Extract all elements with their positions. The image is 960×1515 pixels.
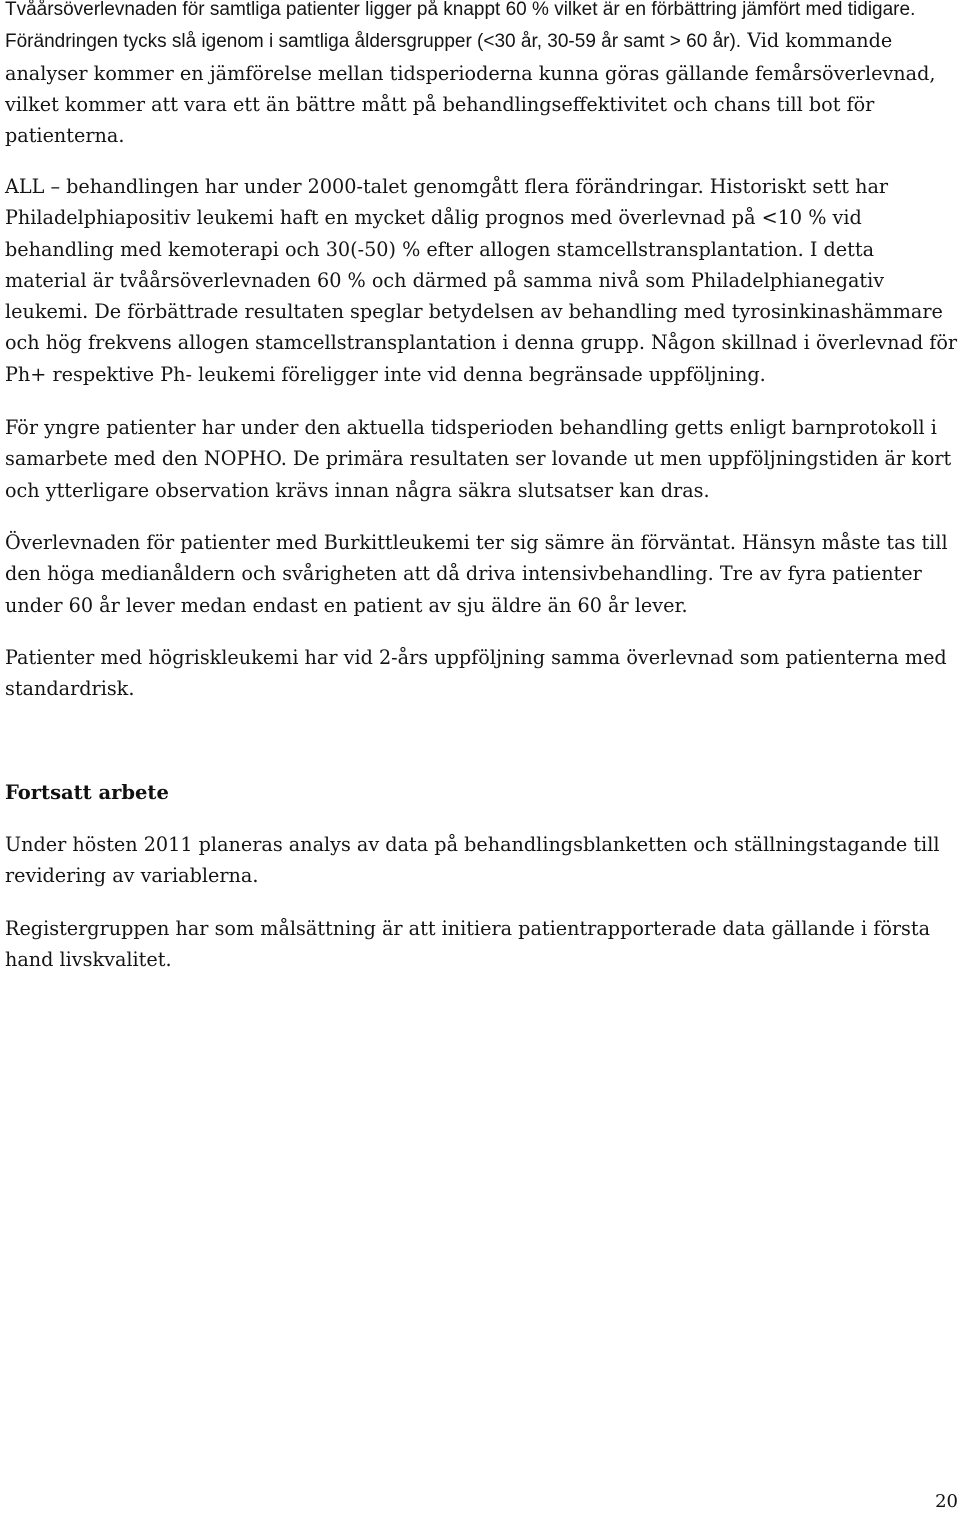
paragraph-survival-summary-serif-text: Vid kommande analyser kommer en jämförelse mellan tidsperioderna kunna göras gällande femårsöverlevnad, vilket kommer att vara ett än bättre mått på behandlingseffektivitet och chans till bot för patienterna. <box>5 29 936 148</box>
page-number: 20 <box>935 1491 958 1512</box>
paragraph-survival-summary <box>5 0 960 151</box>
paragraph-all-treatment: ALL – behandlingen har under 2000-talet genomgått flera förändringar. Historiskt sett har Philadelphiapositiv leukemi haft en mycket dålig prognos med överlevnad på <10 % vid behandling med kemoterapi och 30(-50) % efter allogen stamcellstransplantation. I detta material är tvåårsöverlevnaden 60 % och därmed på samma nivå som Philadelphianegativ leukemi. De förbättrade resultaten speglar betydelsen av behandling med tyrosinkinashämmare och hög frekvens allogen stamcellstransplantation i denna grupp. Någon skillnad i överlevnad för Ph+ respektive Ph- leukemi föreligger inte vid denna begränsade uppföljning. <box>5 175 958 386</box>
section-heading-fortsatt-arbete: Fortsatt arbete <box>5 781 169 804</box>
paragraph-autumn-2011: Under hösten 2011 planeras analys av data på behandlingsblanketten och ställningstagande till revidering av variablerna. <box>5 833 940 888</box>
paragraph-registry-goal: Registergruppen har som målsättning är att initiera patientrapporterade data gällande i första hand livskvalitet. <box>5 917 931 972</box>
paragraph-younger-patients: För yngre patienter har under den aktuella tidsperioden behandling getts enligt barnprotokoll i samarbete med den NOPHO. De primära resultaten ser lovande ut men uppföljningstiden är kort och ytterligare observation krävs innan några säkra slutsatser kan dras. <box>5 416 952 502</box>
paragraph-high-risk: Patienter med högriskleukemi har vid 2-års uppföljning samma överlevnad som patienterna med standardrisk. <box>5 646 947 701</box>
paragraph-survival-summary-sans-text: Tvåårsöverlevnaden för samtliga patienter ligger på knappt 60 % vilket är en förbättring jämfört med tidigare. Förändringen tycks slå igenom i samtliga åldersgrupper (<30 år, 30-59 år samt > 60 år). <box>5 0 916 53</box>
paragraph-burkitt-leukemia: Överlevnaden för patienter med Burkittleukemi ter sig sämre än förväntat. Hänsyn måste tas till den höga medianåldern och svårigheten att då driva intensivbehandling. Tre av fyra patienter under 60 år lever medan endast en patient av sju äldre än 60 år lever. <box>5 531 948 617</box>
